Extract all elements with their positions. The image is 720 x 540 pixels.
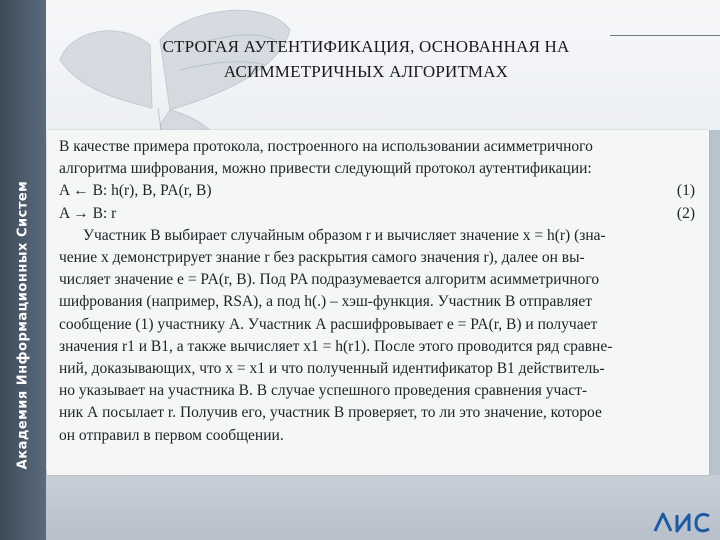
- intro-line-1: В качестве примера протокола, построенного на использовании асимметричного: [59, 138, 593, 155]
- paragraph-line: числяет значение e = PA(r, B). Под PA подразумевается алгоритм асимметричного: [59, 271, 600, 289]
- formula-2-number: (2): [676, 204, 695, 222]
- paragraph-line: он отправил в первом сообщении.: [59, 426, 284, 444]
- background-right-strip: [708, 130, 720, 475]
- paragraph-line: но указывает на участника В. В случае успешного проведения сравнения участ-: [59, 382, 588, 400]
- intro-line-2: алгоритма шифрования, можно привести следующий протокол аутентификации:: [59, 160, 592, 178]
- formula-1-text: A ← B: h(r), B, PA(r, B): [59, 182, 212, 200]
- paragraph-line: чение x демонстрирует знание r без раскрытия самого значения r), далее он вы-: [59, 249, 585, 267]
- formula-2-text: A → B: r: [59, 204, 117, 222]
- formula-1: [59, 180, 699, 202]
- paragraph-line: ний, доказывающих, что x = x1 и что полученный идентификатор B1 действитель-: [59, 360, 605, 378]
- background-keyboard: [46, 470, 720, 540]
- title-line-2: АСИММЕТРИЧНЫХ АЛГОРИТМАХ: [223, 62, 509, 81]
- content-text: [59, 136, 699, 447]
- title-line-1: СТРОГАЯ АУТЕНТИФИКАЦИЯ, ОСНОВАННАЯ НА: [162, 37, 570, 56]
- ais-logo-icon: [652, 510, 714, 534]
- paragraph-line: шифрования (например, RSA), а под h(.) – хэш-функция. Участник В отправляет: [59, 293, 593, 311]
- paragraph-line: ник А посылает r. Получив его, участник В проверяет, то ли это значение, которое: [59, 404, 602, 422]
- paragraph-line: значения r1 и B1, а также вычисляет x1 = h(r1). После этого проводится ряд сравне-: [59, 337, 613, 355]
- formula-1-number: (1): [676, 182, 695, 200]
- slide-title: [60, 34, 672, 84]
- content-panel: [47, 130, 709, 475]
- paragraph-line: Участник В выбирает случайным образом r и вычисляет значение x = h(r) (зна-: [83, 226, 606, 244]
- sidebar: [0, 0, 46, 540]
- sidebar-label: Академия Информационных Систем: [15, 180, 31, 470]
- paragraph-line: сообщение (1) участнику А. Участник А расшифровывает e = PA(r, B) и получает: [59, 315, 598, 333]
- formula-2: [59, 203, 699, 225]
